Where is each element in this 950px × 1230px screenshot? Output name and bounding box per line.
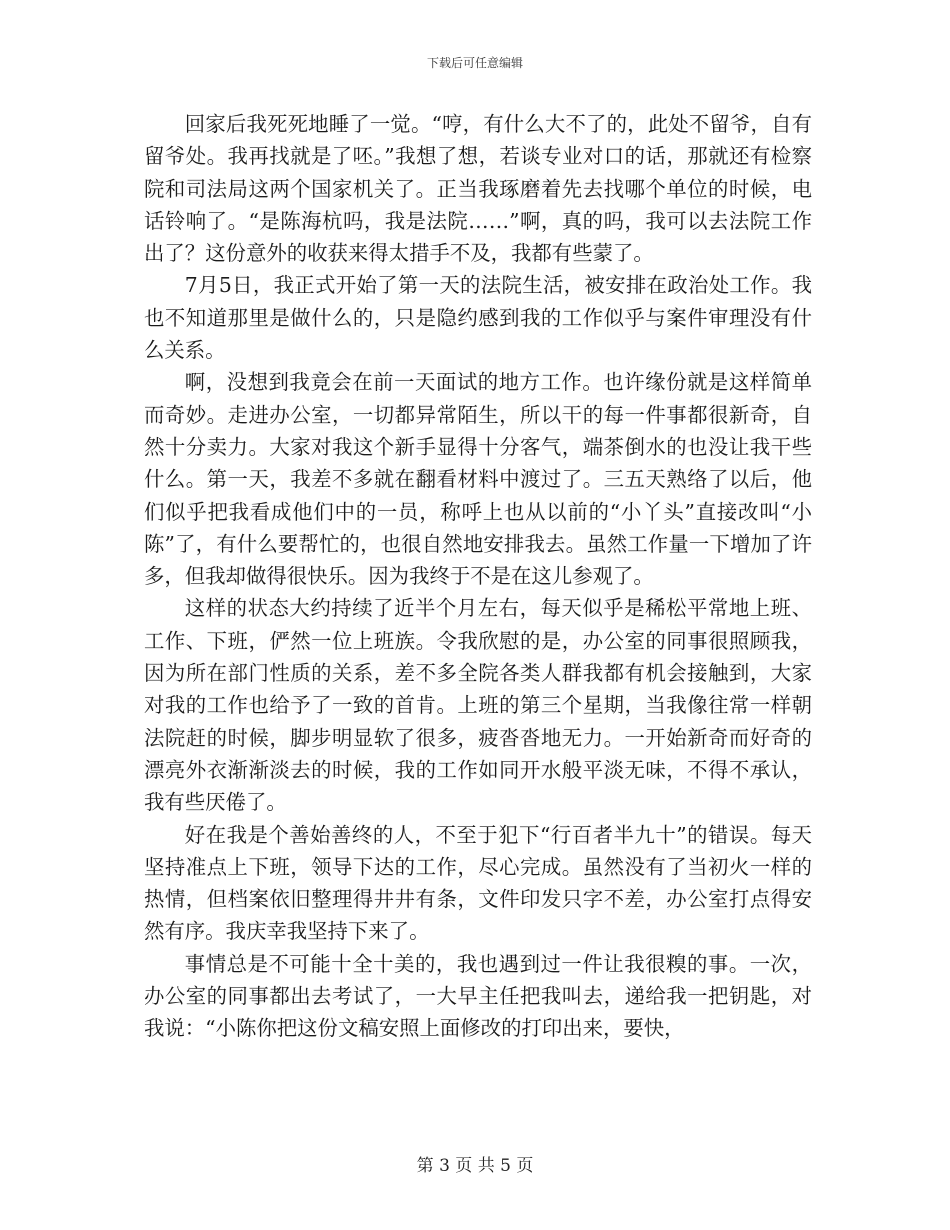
paragraph-3: 啊，没想到我竟会在前一天面试的地方工作。也许缘份就是这样简单而奇妙。走进办公室，一切都异常陌生，所以干的每一件事都很新奇，自然十分卖力。大家对我这个新手显得十分客气，端茶倒水的也没让我干些什么。第一天，我差不多就在翻看材料中渡过了。三五天熟络了以后，他们似乎把我看成他们中的一员，称呼上也从以前的“小丫头”直接改叫“小陈”了，有什么要帮忙的，也很自然地安排我去。虽然工作量一下增加了许多，但我却做得很快乐。因为我终于不是在这儿参观了。 xyxy=(144,370,812,589)
paragraph-1: 回家后我死死地睡了一觉。“哼，有什么大不了的，此处不留爷，自有留爷处。我再找就是了呸。”我想了想，若谈专业对口的话，那就还有检察院和司法局这两个国家机关了。正当我琢磨着先去找哪个单位的时候，电话铃响了。“是陈海杭吗，我是法院……”啊，真的吗，我可以去法院工作出了？这份意外的收获来得太措手不及，我都有些蒙了。 xyxy=(144,112,812,266)
paragraph-6: 事情总是不可能十全十美的，我也遇到过一件让我很糗的事。一次，办公室的同事都出去考试了，一大早主任把我叫去，递给我一把钥匙，对我说：“小陈你把这份文稿安照上面修改的打印出来，要快， xyxy=(144,951,812,1041)
document-body xyxy=(144,108,812,1045)
paragraph-2: 7月5日，我正式开始了第一天的法院生活，被安排在政治处工作。我也不知道那里是做什么的，只是隐约感到我的工作似乎与案件审理没有什么关系。 xyxy=(144,273,812,363)
page-header: 下载后可任意编辑 xyxy=(426,56,523,70)
page-footer: 第 3 页 共 5 页 xyxy=(416,1156,534,1176)
paragraph-4: 这样的状态大约持续了近半个月左右，每天似乎是稀松平常地上班、工作、下班，俨然一位上班族。令我欣慰的是，办公室的同事很照顾我，因为所在部门性质的关系，差不多全院各类人群我都有机会接触到，大家对我的工作也给予了一致的首肯。上班的第三个星期，当我像往常一样朝法院赶的时候，脚步明显软了很多，疲沓沓地无力。一开始新奇而好奇的漂亮外衣渐渐淡去的时候，我的工作如同开水般平淡无味，不得不承认，我有些厌倦了。 xyxy=(144,596,812,815)
paragraph-5: 好在我是个善始善终的人，不至于犯下“行百者半九十”的错误。每天坚持准点上下班，领导下达的工作，尽心完成。虽然没有了当初火一样的热情，但档案依旧整理得井井有条，文件印发只字不差，办公室打点得安然有序。我庆幸我坚持下来了。 xyxy=(144,822,812,944)
